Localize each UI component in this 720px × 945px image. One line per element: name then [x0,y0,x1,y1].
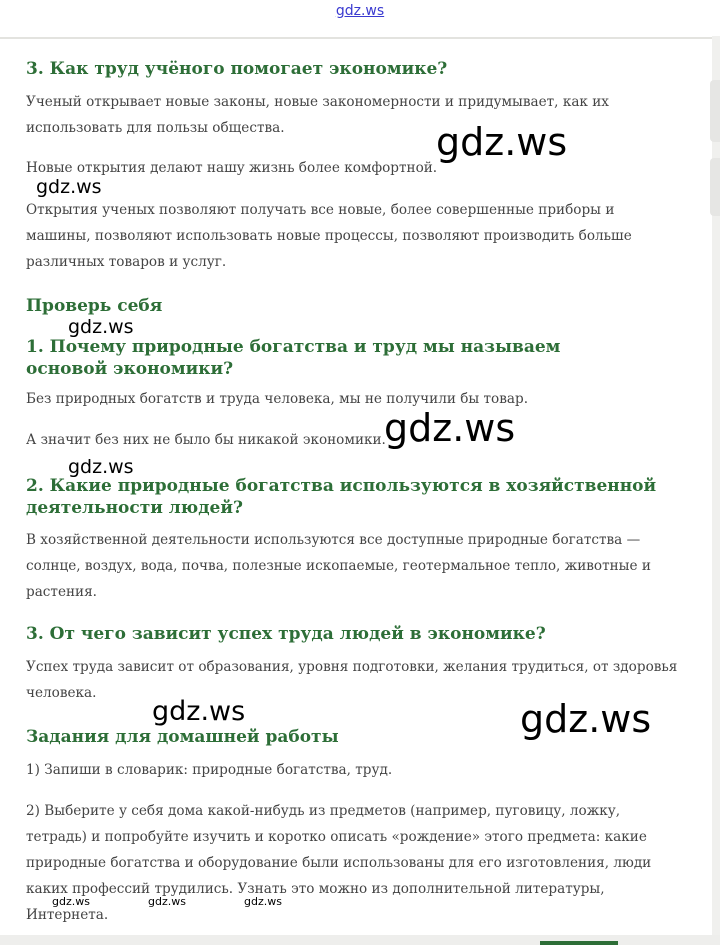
watermark: gdz.ws [148,895,186,908]
paragraph: Успех труда зависит от образования, уровня подготовки, желания трудиться, от здоровья человека. [26,659,678,701]
right-edge-panel [712,36,720,945]
watermark: gdz.ws [520,697,652,741]
bottom-bar [0,935,720,945]
side-tab[interactable] [710,158,720,216]
site-link[interactable]: gdz.ws [335,3,385,19]
paragraph: Новые открытия делают нашу жизнь более комфортной. [26,160,438,176]
watermark: gdz.ws [52,895,90,908]
top-bar [0,0,720,37]
question-3-heading: 3. Как труд учёного помогает экономике? [26,59,448,79]
watermark: gdz.ws [36,176,102,198]
side-tab[interactable] [710,80,720,142]
check-question-2-heading: 2. Какие природные богатства используются в хозяйственной деятельности людей? [26,476,657,518]
watermark: gdz.ws [244,895,282,908]
watermark: gdz.ws [436,120,568,164]
watermark: gdz.ws [384,406,516,450]
check-question-3-heading: 3. От чего зависит успех труда людей в экономике? [26,624,546,644]
paragraph: В хозяйственной деятельности используются все доступные природные богатства — солнце, воздух, вода, почва, полезные ископаемые, геотермальное тепло, животные и растения. [26,532,651,600]
watermark: gdz.ws [152,696,246,727]
paragraph: 1) Запиши в словарик: природные богатства, труд. [26,762,393,778]
homework-heading: Задания для домашней работы [26,727,339,747]
check-yourself-heading: Проверь себя [26,296,163,316]
watermark: gdz.ws [68,456,134,478]
bottom-action-button[interactable] [540,941,618,945]
paragraph: Ученый открывает новые законы, новые закономерности и придумывает, как их использовать для пользы общества. [26,94,609,136]
paragraph: 2) Выберите у себя дома какой-нибудь из предметов (например, пуговицу, ложку, тетрадь) и попробуйте изучить и коротко описать «рождение» этого предмета: какие природные богатства и оборудование были использованы для его изготовления, люди каких профессий трудились. Узнать это можно из дополнительной литературы, Интернета. [26,803,652,923]
paragraph: Без природных богатств и труда человека, мы не получили бы товар. [26,391,529,407]
header-divider [0,37,720,39]
paragraph: А значит без них не было бы никакой экономики. [26,432,386,448]
check-question-1-heading: 1. Почему природные богатства и труд мы называем основой экономики? [26,337,561,379]
paragraph: Открытия ученых позволяют получать все новые, более совершенные приборы и машины, позволяют использовать новые процессы, позволяют производить больше различных товаров и услуг. [26,202,632,270]
watermark: gdz.ws [68,316,134,338]
